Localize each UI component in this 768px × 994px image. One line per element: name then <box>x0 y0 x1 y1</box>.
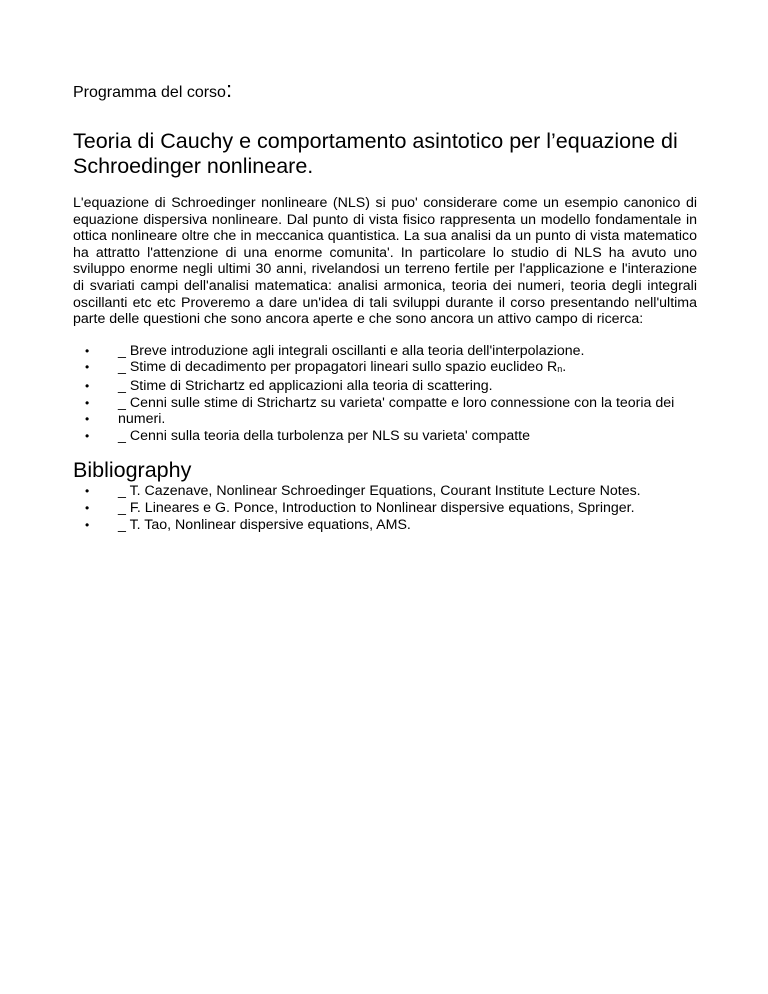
topic-text: _ Stime di Strichartz ed applicazioni alla teoria di scattering. <box>118 377 493 394</box>
topics-list <box>73 343 697 445</box>
bullet-icon: • <box>85 500 90 515</box>
bullet-icon: • <box>85 484 90 499</box>
list-item <box>73 343 697 360</box>
topic-text: _ Breve introduzione agli integrali oscillanti e alla teoria dell'interpolazione. <box>118 342 585 359</box>
bullet-icon: • <box>85 395 90 410</box>
reference-text: _ F. Lineares e G. Ponce, Introduction to Nonlinear dispersive equations, Springer. <box>118 499 635 516</box>
course-label-colon: : <box>225 77 233 102</box>
topic-subscript: n <box>557 364 563 375</box>
list-item <box>73 517 697 534</box>
list-item <box>73 378 697 395</box>
topic-text: numeri. <box>118 411 166 428</box>
bullet-icon: • <box>85 360 90 375</box>
bullet-icon: • <box>85 517 90 532</box>
list-item <box>73 395 697 412</box>
bullet-icon: • <box>85 412 90 427</box>
bullet-icon: • <box>85 378 90 393</box>
bibliography-list <box>73 483 697 533</box>
course-label <box>73 77 697 103</box>
course-description: L'equazione di Schroedinger nonlineare (NLS) si puo' considerare come un esempio canonico di equazione dispersiva nonlineare. Dal punto di vista fisico rappresenta un modello fondamentale in ottica nonlineare oltre che in meccanica quantistica. La sua analisi da un punto di vista matematico ha attratto l'attenzione di una enorme comunita'. In particolare lo studio di NLS ha avuto uno sviluppo enorme negli ultimi 30 anni, rivelandosi un terreno fertile per l'applicazione e l'interazione di svariati campi dell'analisi matematica: analisi armonica, teoria dei numeri, teoria degli integrali oscillanti etc etc Proveremo a dare un'idea di tali sviluppi durante il corso presentando nell'ultima parte delle questioni che sono ancora aperte e che sono ancora un attivo campo di ricerca: <box>73 195 697 328</box>
list-item <box>73 428 697 445</box>
document-page <box>73 77 697 533</box>
bibliography-heading: Bibliography <box>73 458 192 483</box>
topic-text: _ Stime di decadimento per propagatori lineari sullo spazio euclideo R <box>118 359 558 376</box>
list-item <box>73 500 697 517</box>
list-item <box>73 483 697 500</box>
reference-text: _ T. Cazenave, Nonlinear Schroedinger Equations, Courant Institute Lecture Notes. <box>118 483 641 500</box>
bullet-icon: • <box>85 428 90 443</box>
list-item <box>73 359 697 378</box>
course-label-text: Programma del corso <box>73 84 226 101</box>
bullet-icon: • <box>85 343 90 358</box>
reference-text: _ T. Tao, Nonlinear dispersive equations, AMS. <box>118 516 411 533</box>
topic-text-end: . <box>562 359 567 376</box>
course-title: Teoria di Cauchy e comportamento asintotico per l’equazione di Schroedinger nonlineare. <box>73 129 678 178</box>
list-item <box>73 411 697 428</box>
topic-text: _ Cenni sulla teoria della turbolenza per NLS su varieta' compatte <box>118 427 531 444</box>
topic-text: _ Cenni sulle stime di Strichartz su varieta' compatte e loro connessione con la teoria dei <box>118 394 675 411</box>
